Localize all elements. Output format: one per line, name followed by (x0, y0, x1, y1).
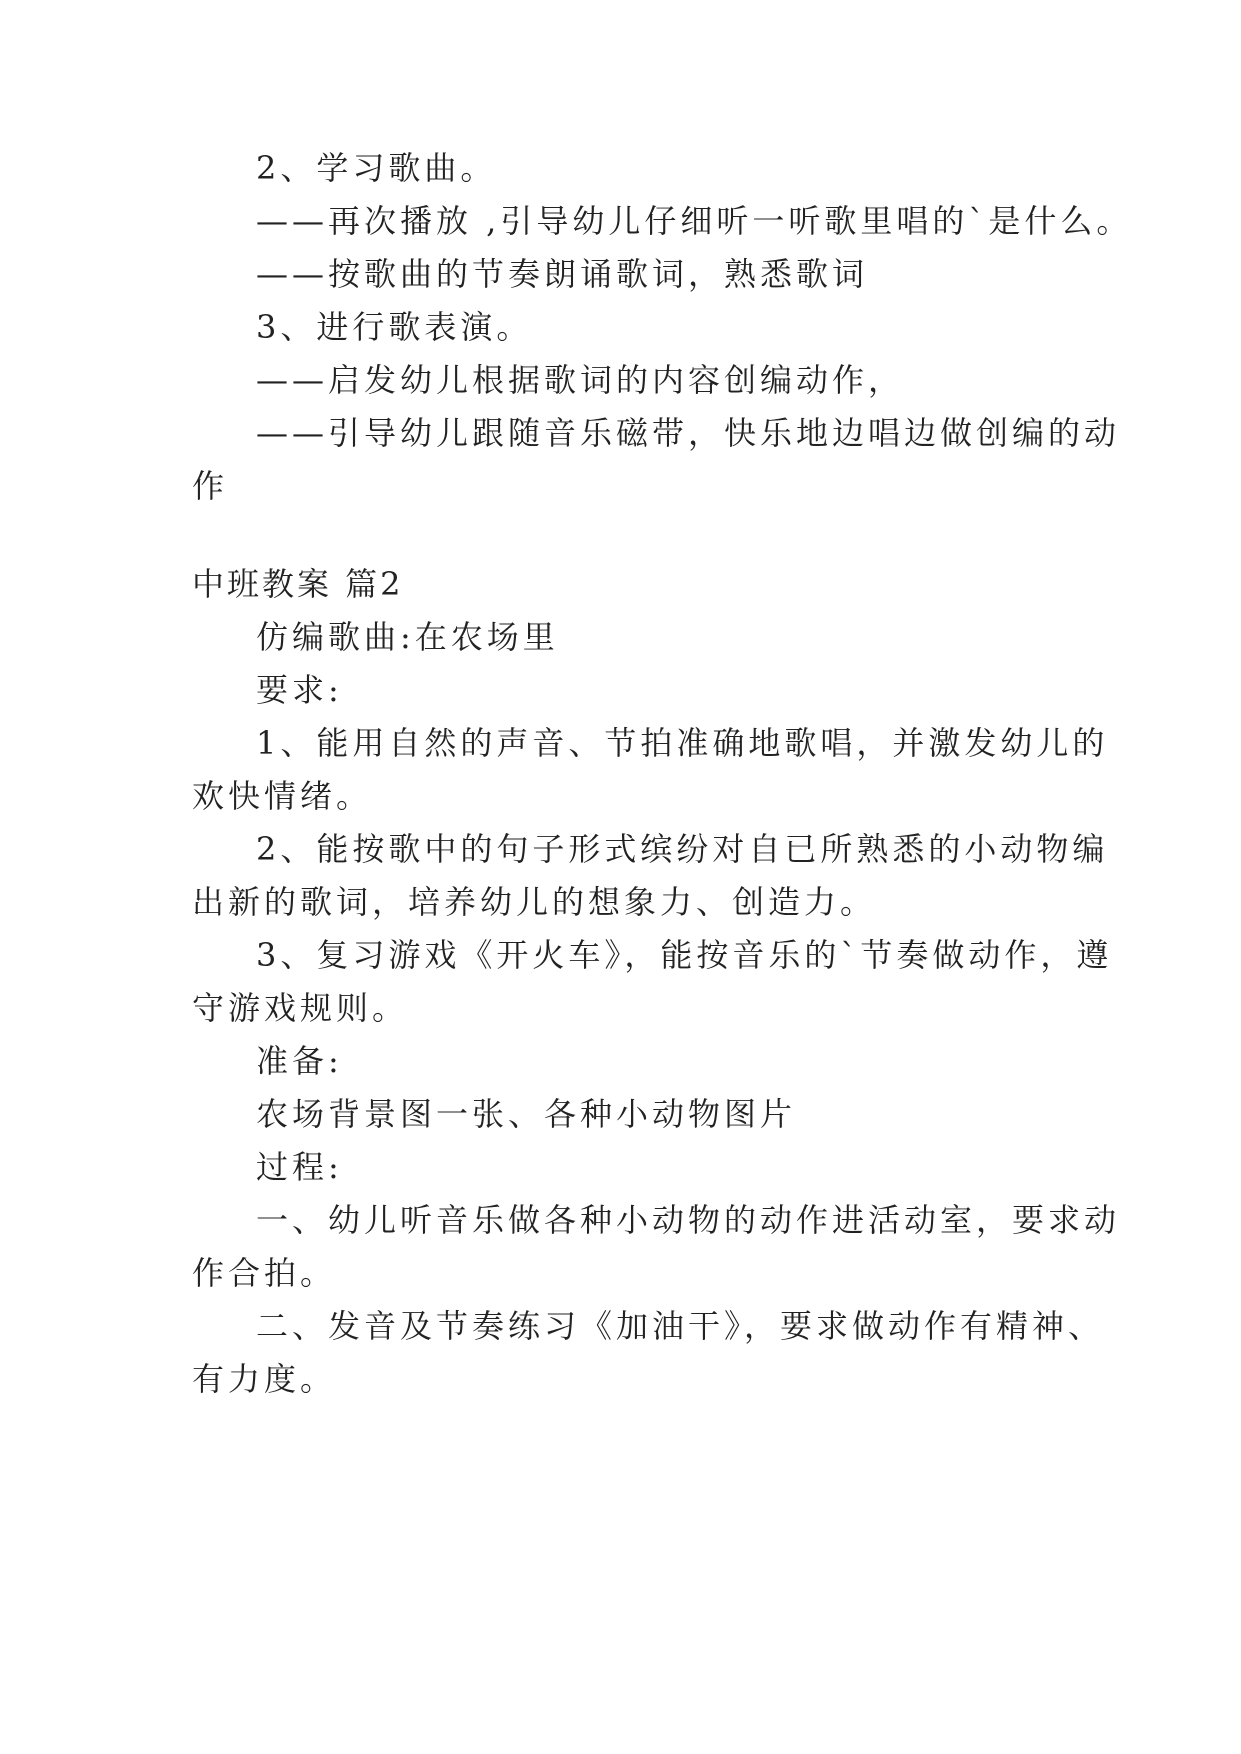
paragraph-line: ——按歌曲的节奏朗诵歌词，熟悉歌词 (256, 255, 869, 293)
process-label: 过程: (256, 1148, 343, 1186)
requirement-3-continuation: 守游戏规则。 (192, 989, 409, 1027)
requirements-label: 要求: (256, 671, 343, 709)
preparation-content: 农场背景图一张、各种小动物图片 (256, 1095, 797, 1133)
requirement-3: 3、复习游戏《开火车》，能按音乐的`节奏做动作，遵 (256, 936, 1113, 974)
paragraph-step-2: 2、学习歌曲。 (256, 149, 497, 187)
requirement-2-continuation: 出新的歌词，培养幼儿的想象力、创造力。 (192, 883, 877, 921)
process-step-1-continuation: 作合拍。 (192, 1254, 337, 1292)
requirement-1: 1、能用自然的声音、节拍准确地歌唱，并激发幼儿的 (256, 724, 1109, 762)
paragraph-line: ——再次播放 ,引导幼儿仔细听一听歌里唱的`是什么。 (256, 202, 1133, 240)
requirement-2: 2、能按歌中的句子形式缤纷对自已所熟悉的小动物编 (256, 830, 1109, 868)
paragraph-line: ——启发幼儿根据歌词的内容创编动作， (256, 361, 905, 399)
requirement-1-continuation: 欢快情绪。 (192, 777, 373, 815)
paragraph-step-3: 3、进行歌表演。 (256, 308, 533, 346)
paragraph-line: ——引导幼儿跟随音乐磁带，快乐地边唱边做创编的动 (256, 414, 1121, 452)
process-step-2-continuation: 有力度。 (192, 1360, 337, 1398)
subtitle-line: 仿编歌曲:在农场里 (256, 618, 559, 656)
preparation-label: 准备: (256, 1042, 343, 1080)
paragraph-line-continuation: 作 (192, 467, 229, 505)
process-step-1: 一、幼儿听音乐做各种小动物的动作进活动室，要求动 (256, 1201, 1121, 1239)
process-step-2: 二、发音及节奏练习《加油干》，要求做动作有精神、 (256, 1307, 1105, 1345)
section-heading: 中班教案 篇2 (192, 565, 404, 603)
